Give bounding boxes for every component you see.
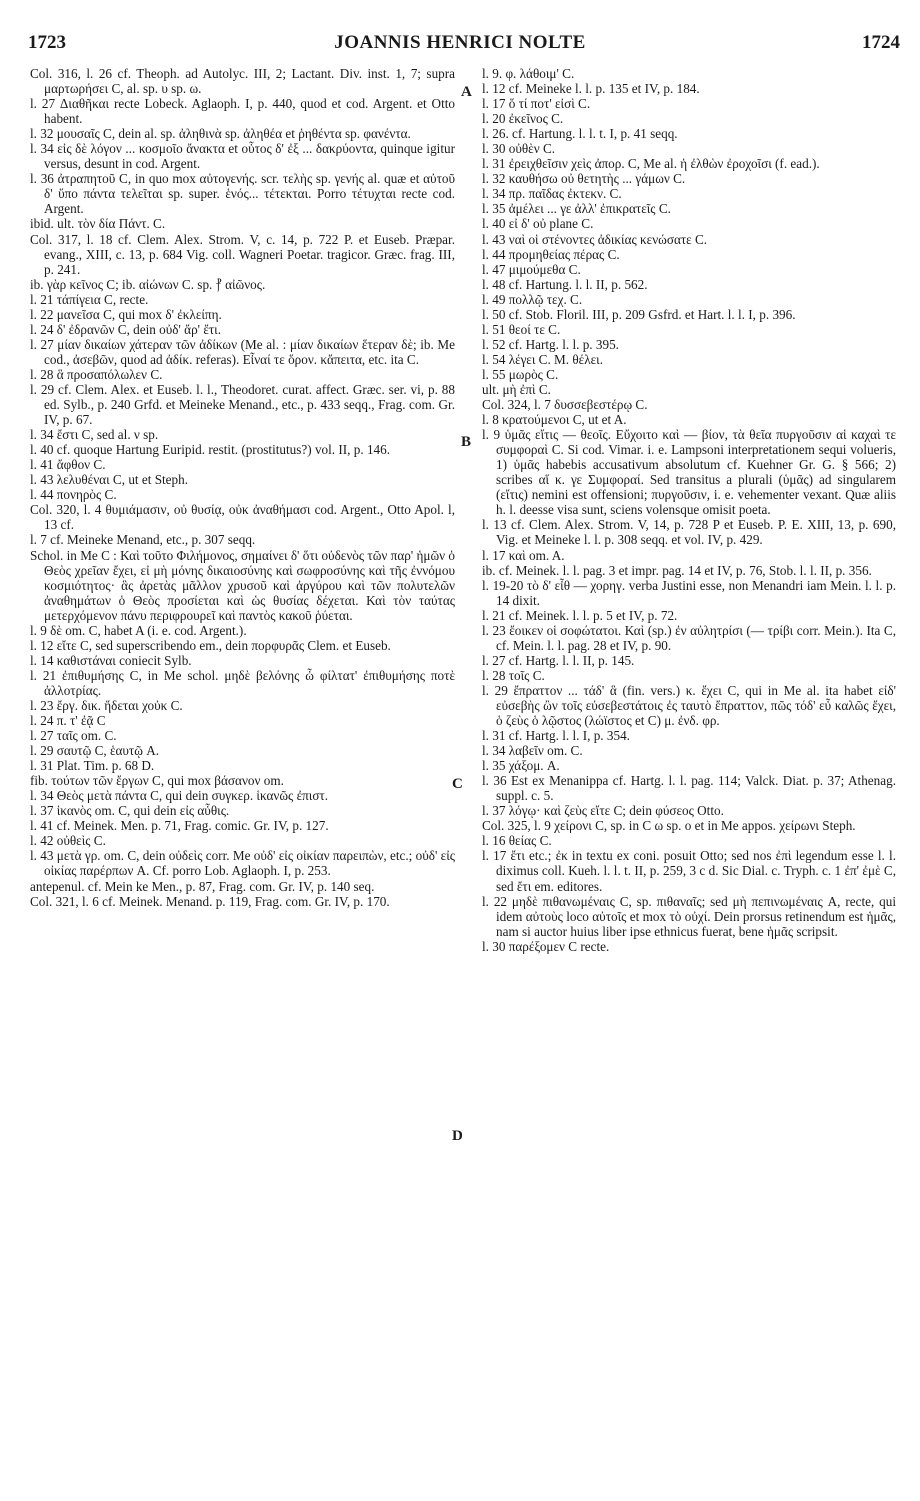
note-entry: l. 49 πολλῷ τεχ. C. (482, 291, 583, 307)
note-entry: Schol. in Me C : Καὶ τοῦτο Φιλήμονος, σημαίνει δ' ὅτι οὐδενὸς τῶν παρ' ἡμῶν ὁ Θεὸς χρεῖαν ἔχει, εἰ μὴ μόνης δικαιοσύνης καὶ σωφροσύνης καὶ τῆς ἐννόμου κοσμιότητος· ἃς ἀρετὰς μᾶλλον χρυσοῦ καὶ ἀργύρου καὶ τῶν πολυτελῶν ἀναθημάτων ὁ Θεὸς προσίεται καὶ ὡς θυσίας δέχεται. Καὶ τὸν ταύτας μετερχόμενον πάνυ περιφρουρεῖ καὶ παντὸς κακοῦ ῥύεται. (30, 547, 455, 623)
note-entry: antepenul. cf. Mein ke Men., p. 87, Frag. com. Gr. IV, p. 140 seq. (30, 878, 375, 894)
note-entry: l. 14 καθιστάναι coniecit Sylb. (30, 652, 192, 668)
section-marker-d: D (452, 1128, 463, 1144)
note-entry: l. 34 ἔστι C, sed al. ν sp. (30, 427, 159, 443)
note-entry: ib. cf. Meinek. l. l. pag. 3 et impr. pag. 14 et IV, p. 76, Stob. l. l. II, p. 356. (482, 562, 872, 578)
note-entry: l. 42 οὐθεὶς C. (30, 833, 106, 849)
note-entry: l. 30 οὐθὲν C. (482, 141, 556, 157)
note-entry: l. 29 cf. Clem. Alex. et Euseb. l. l., Theodoret. curat. affect. Græc. ser. vi, p. 88 ed. Sylb., p. 240 Grfd. et Meineke Menand., etc., p. 433 seqq., Frag. com. Gr. IV, p. 67. (30, 381, 455, 428)
note-entry: l. 16 θείας C. (482, 833, 552, 849)
note-entry: Col. 321, l. 6 cf. Meinek. Menand. p. 119, Frag. com. Gr. IV, p. 170. (30, 893, 390, 909)
note-entry: l. 24 δ' ἐδρανῶν C, dein οὐδ' ἄρ' ἔτι. (30, 321, 222, 337)
note-entry: l. 32 μουσαῖς C, dein al. sp. ἀληθινὰ sp. ἀληθέα et ῥηθέντα sp. φανέντα. (30, 126, 411, 142)
note-entry: l. 17 καὶ om. A. (482, 547, 565, 563)
note-entry: l. 22 μανεῖσα C, qui mox δ' ἐκλείπη. (30, 306, 222, 322)
note-entry: l. 27 cf. Hartg. l. l. II, p. 145. (482, 652, 635, 668)
note-entry: l. 47 μιμούμεθα C. (482, 261, 581, 277)
note-entry: l. 23 ἔοικεν οἱ σοφώτατοι. Καὶ (sp.) ἐν αὐλητρίσι (— τρίβι corr. Mein.). Ita C, cf. Mein. l. l. pag. 28 et IV, p. 90. (482, 622, 896, 653)
note-entry: l. 27 Διαθῆκαι recte Lobeck. Aglaoph. I, p. 440, quod et cod. Argent. et Otto habent. (30, 96, 455, 127)
note-entry: l. 28 τοῖς C. (482, 667, 545, 683)
note-entry: l. 34 Θεὸς μετὰ πάντα C, qui dein συγκερ. ἱκανῶς ἐπιστ. (30, 788, 329, 804)
note-entry: l. 21 ἐπιθυμήσης C, in Me schol. μηδὲ βελόνης ὦ φίλτατ' ἐπιθυμήσης ποτὲ ἀλλοτρίας. (30, 667, 455, 698)
note-entry: l. 12 cf. Meineke l. l. p. 135 et IV, p. 184. (482, 81, 700, 97)
running-title: JOANNIS HENRICI NOLTE (334, 32, 586, 53)
note-entry: l. 23 ἔργ. δικ. ἥδεται χοὐκ C. (30, 697, 183, 713)
left-page-number: 1723 (28, 32, 66, 53)
note-entry: l. 44 προμηθείας πέρας C. (482, 246, 620, 262)
note-entry: l. 27 μίαν δικαίων χάτεραν τῶν ἀδίκων (Me al. : μίαν δικαίων ἕτεραν δὲ; ib. Me cod., ἀσεβῶν, quod ad ἀδίκ. referas). Εἶναί τε ὅρον. κἄπειτα, etc. ita C. (30, 336, 455, 367)
note-entry: l. 24 π. τ' ἐᾷ C (30, 713, 106, 729)
note-entry: fib. τούτων τῶν ἔργων C, qui mox βάσανον om. (30, 773, 284, 789)
note-entry: l. 19-20 τὸ δ' εἶθ — χορηγ. verba Justini esse, non Menandri iam Mein. l. l. p. 14 dixit. (482, 577, 896, 608)
note-entry: l. 36 Est ex Menanippa cf. Hartg. l. l. pag. 114; Valck. Diat. p. 37; Athenag. suppl. c. 5. (482, 773, 896, 804)
note-entry: l. 41 cf. Meinek. Men. p. 71, Frag. comic. Gr. IV, p. 127. (30, 818, 329, 834)
note-entry: l. 9. φ. λάθοιμ' C. (482, 66, 575, 81)
note-entry: l. 43 ναὶ οἱ στένοντες ἀδικίας κενώσατε C. (482, 231, 708, 247)
page-header (0, 32, 920, 58)
note-entry: l. 17 ὅ τί ποτ' εἰσὶ C. (482, 96, 591, 112)
note-entry: l. 30 παρέξομεν C recte. (482, 938, 610, 954)
note-entry: Col. 317, l. 18 cf. Clem. Alex. Strom. V, c. 14, p. 722 P. et Euseb. Præpar. evang., XIII, c. 13, p. 684 Vig. coll. Wagneri Poetar. tragicor. Græc. frag. III, p. 241. (30, 231, 455, 277)
note-entry: ib. γὰρ κεῖνος C; ib. αἰώνων C. sp. ⳨ αἰῶνος. (30, 276, 266, 292)
note-entry: l. 8 κρατούμενοι C, ut et A. (482, 412, 627, 428)
note-entry: l. 26. cf. Hartung. l. l. t. I, p. 41 seqq. (482, 126, 678, 142)
note-entry: l. 31 Plat. Tim. p. 68 D. (30, 758, 155, 774)
note-entry: l. 55 μωρὸς C. (482, 366, 559, 382)
note-entry: l. 17 ἔτι etc.; ἐκ in textu ex coni. posuit Otto; sed nos ἐπὶ legendum esse l. l. diximus coll. Kueh. l. l. t. II, p. 259, 3 c d. Sic Dial. c. Tryph. c. 1 ἐπ' ἐμὲ C, sed ἔτι em. editores. (482, 848, 896, 894)
note-entry: l. 31 ἐρειχθεῖσιν χεὶς ἀπορ. C, Me al. ἡ ἐλθὼν ἐροχοῖσι (f. ead.). (482, 156, 820, 172)
note-entry: l. 21 τάπίγεια C, recte. (30, 291, 149, 307)
right-column (482, 66, 896, 954)
note-entry: ibid. ult. τὸν δία Πάντ. C. (30, 216, 166, 232)
section-marker-b: B (461, 434, 472, 450)
note-entry: l. 44 πονηρὸς C. (30, 487, 117, 503)
note-entry: l. 34 πρ. παῖδας ἐκτεκν. C. (482, 186, 622, 202)
note-entry: Col. 320, l. 4 θυμιάμασιν, οὐ θυσίᾳ, οὐκ ἀναθήμασι cod. Argent., Otto Apol. l, 13 cf. (30, 502, 455, 533)
note-entry: Col. 324, l. 7 δυσσεβεστέρῳ C. (482, 397, 648, 413)
note-entry: l. 52 cf. Hartg. l. l. p. 395. (482, 336, 619, 352)
note-entry: l. 7 cf. Meineke Menand, etc., p. 307 seqq. (30, 532, 256, 548)
note-entry: l. 34 λαβεῖν om. C. (482, 743, 583, 759)
right-page-number: 1724 (862, 32, 900, 53)
note-entry: l. 54 λέγει C. M. θέλει. (482, 351, 603, 367)
note-entry: l. 43 μετὰ γρ. om. C, dein οὐδεὶς corr. Me οὐδ' εἰς οἰκίαν παρειπὼν, etc.; οὐδ' εἰς οἰκίας παρέρπων A. Cf. porro Lob. Aglaoph. I, p. 253. (30, 848, 455, 879)
note-entry: l. 37 λόγῳ· καὶ ζεὺς εἴτε C; dein φύσεος Otto. (482, 803, 724, 819)
note-entry: ult. μὴ ἐπὶ C. (482, 381, 551, 397)
note-entry: l. 35 χάξομ. A. (482, 758, 560, 774)
note-entry: l. 28 ἃ προσαπόλωλεν C. (30, 366, 163, 382)
note-entry: l. 31 cf. Hartg. l. l. I, p. 354. (482, 728, 630, 744)
section-marker-a: A (461, 84, 472, 100)
note-entry: l. 37 ἱκανὸς om. C, qui dein εἰς αὖθις. (30, 803, 230, 819)
note-entry: l. 12 εἴτε C, sed superscribendo em., dein πορφυρᾶς Clem. et Euseb. (30, 637, 391, 653)
note-entry: l. 35 ἀμέλει ... γε ἀλλ' ἐπικρατεῖς C. (482, 201, 671, 217)
note-entry: l. 29 σαυτῷ C, ἑαυτῷ A. (30, 743, 160, 759)
note-entry: l. 29 ἔπραττον ... τάδ' ἃ (fin. vers.) κ. ἔχει C, qui in Me al. ita habet εἰδ' εὐσεβὴς ὢν τοῖς εὐσεβεστάτοις ἐς ταυτὸ ἔπραττον, πῶς τόδ' εὖ καλῶς ἔχει, ὁ ζεὺς ὁ λῷστος (λώϊστος et C) μ. ἐνδ. φρ. (482, 682, 896, 729)
note-entry: l. 27 ταῖς om. C. (30, 728, 117, 744)
section-marker-c: C (452, 776, 463, 792)
note-entry: l. 20 ἐκεῖνος C. (482, 111, 564, 127)
left-column (30, 66, 455, 909)
note-entry: l. 32 καυθήσω οὐ θετητὴς ... γάμων C. (482, 171, 686, 187)
note-entry: l. 13 cf. Clem. Alex. Strom. V, 14, p. 728 P et Euseb. P. E. XIII, 13, p. 690, Vig. et Meineke l. l. p. 308 seqq. et vol. IV, p. 429. (482, 517, 896, 548)
note-entry: l. 40 cf. quoque Hartung Euripid. restit. (prostitutus?) vol. II, p. 146. (30, 442, 391, 458)
note-entry: l. 51 θεοί τε C. (482, 321, 561, 337)
note-entry: l. 22 μηδὲ πιθανωμέναις C, sp. πιθαναῖς; sed μὴ πεπινωμέναις A, recte, qui idem αὐτοὺς loco αὐτοῖς et mox τὸ οὐχί. Dein prorsus retinendum est ἡμᾶς, nam si auctor huius liber ipse ethnicus fuerat, bene ἡμᾶς scripsit. (482, 893, 896, 939)
note-entry: l. 34 εἰς δὲ λόγον ... κοσμοῖο ἄνακτα et οὗτος δ' ἐξ ... δακρύοντα, quinque igitur versus, desunt in cod. Argent. (30, 141, 455, 172)
note-entry: l. 50 cf. Stob. Floril. III, p. 209 Gsfrd. et Hart. l. l. I, p. 396. (482, 306, 796, 322)
note-entry: Col. 316, l. 26 cf. Theoph. ad Autolyc. III, 2; Lactant. Div. inst. 1, 7; supra μαρτωρήσει C, al. sp. υ sp. ω. (30, 66, 455, 97)
note-entry: l. 36 ἀτραπητοῦ C, in quo mox αὐτογενής. scr. τελὴς sp. γενής al. quæ et αὐτοῦ δ' ὕπο πάντα τελεῖται sp. super. ἑνός... τέτεκται. Porro τέτυχται recte cod. Argent. (30, 171, 455, 217)
note-entry: l. 43 λελυθέναι C, ut et Steph. (30, 472, 189, 488)
note-entry: Col. 325, l. 9 χείρονι C, sp. in C ω sp. ο et in Me appos. χείρωνι Steph. (482, 818, 856, 834)
note-entry: l. 21 cf. Meinek. l. l. p. 5 et IV, p. 72. (482, 607, 678, 623)
note-entry: l. 9 ὑμᾶς εἴτις — θεοῖς. Εὔχοιτο καὶ — βίον, τὰ θεῖα πυργοῦσιν αἱ καχαὶ τε συμφοραὶ C. Si cod. Vimar. i. e. Lampsoni interpretationem sequi volueris, 1) ὑμᾶς habebis accusativum absolutum cf. Kuehner Gr. G. § 566; 2) scribes αἵ κ. γε Συμφοραί. Sed transitus a plurali (ὑμᾶς) ad singularem (εἴτις) nemini est offensioni; πυργοῦσιν, i. e. vehementer vexant. Quæ aliis h. l. deesse visa sunt, sciens volensque omisit poeta. (482, 427, 896, 518)
note-entry: l. 40 εἰ δ' οὐ plane C. (482, 216, 594, 232)
note-entry: l. 9 δὲ om. C, habet A (i. e. cod. Argent.). (30, 622, 247, 638)
note-entry: l. 48 cf. Hartung. l. l. II, p. 562. (482, 276, 648, 292)
note-entry: l. 41 ἄφθον C. (30, 457, 106, 473)
